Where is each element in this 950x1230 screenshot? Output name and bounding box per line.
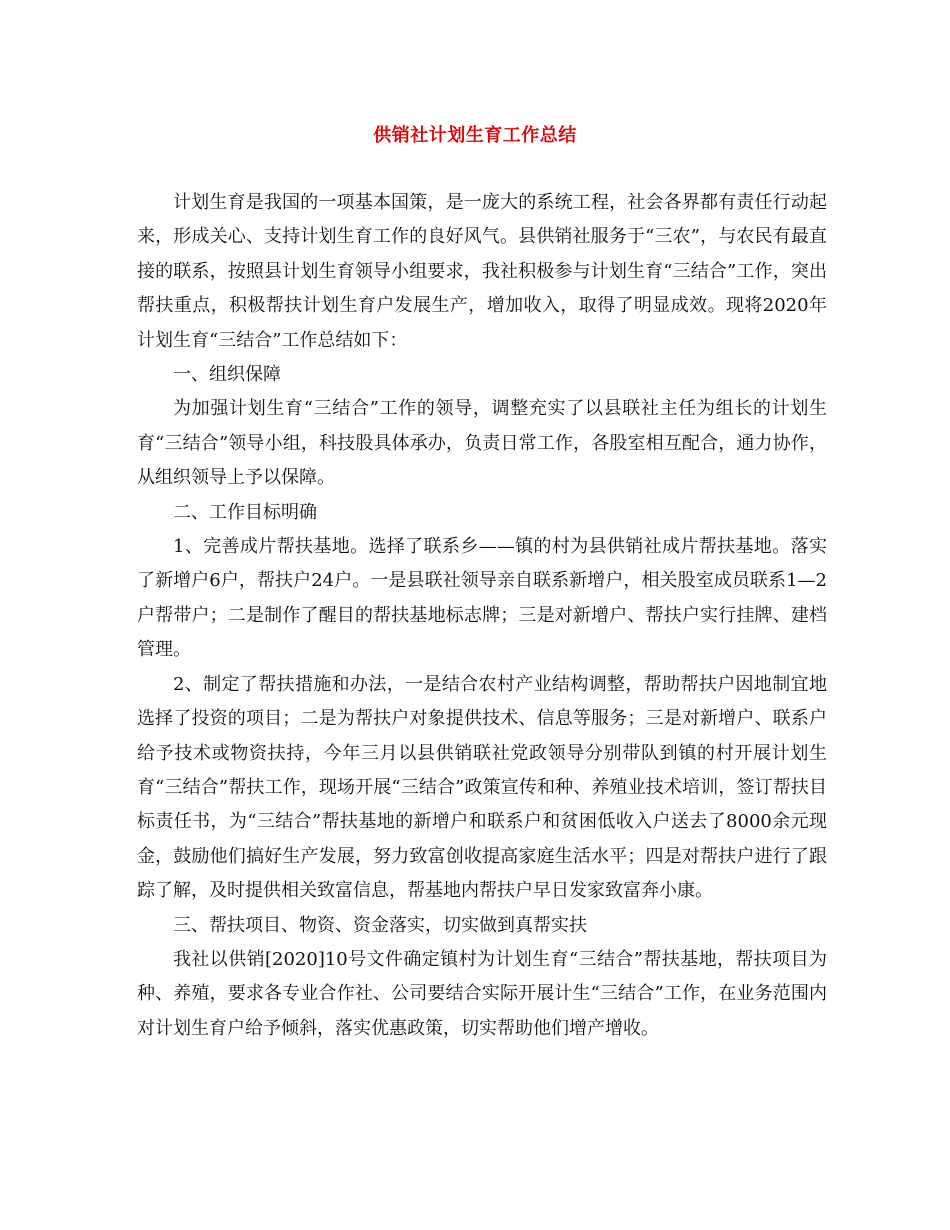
- paragraph-goal-1: 1、完善成片帮扶基地。选择了联系乡——镇的村为县供销社成片帮扶基地。落实了新增户6户，帮扶户24户。一是县联社领导亲自联系新增户，相关股室成员联系1—2户帮带户；二是制作了醒目的帮扶基地标志牌；三是对新增户、帮扶户实行挂牌、建档管理。: [137, 536, 827, 661]
- document-body: [137, 186, 827, 1046]
- section-heading-goals: 二、工作目标明确: [173, 501, 317, 523]
- section-heading-organization: 一、组织保障: [173, 364, 281, 386]
- paragraph-goal-2: 2、制定了帮扶措施和办法，一是结合农村产业结构调整，帮助帮扶户因地制宜地选择了投资的项目；二是为帮扶户对象提供技术、信息等服务；三是对新增户、联系户给予技术或物资扶持，今年三月以县供销联社党政领导分别带队到镇的村开展计划生育“三结合”帮扶工作，现场开展“三结合”政策宣传和种、养殖业技术培训，签订帮扶目标责任书，为“三结合”帮扶基地的新增户和联系户和贫困低收入户送去了8000余元现金，鼓励他们搞好生产发展，努力致富创收提高家庭生活水平；四是对帮扶户进行了跟踪了解，及时提供相关致富信息，帮基地内帮扶户早日发家致富奔小康。: [137, 673, 827, 902]
- paragraph-intro: 计划生育是我国的一项基本国策，是一庞大的系统工程，社会各界都有责任行动起来，形成关心、支持计划生育工作的良好风气。县供销社服务于“三农”，与农民有最直接的联系，按照县计划生育领导小组要求，我社积极参与计划生育“三结合”工作，突出帮扶重点，积极帮扶计划生育户发展生产，增加收入，取得了明显成效。现将2020年计划生育“三结合”工作总结如下：: [137, 192, 827, 351]
- document-title: 供销社计划生育工作总结: [373, 125, 577, 146]
- paragraph-organization: 为加强计划生育“三结合”工作的领导，调整充实了以县联社主任为组长的计划生育“三结合”领导小组，科技股具体承办，负责日常工作，各股室相互配合，通力协作，从组织领导上予以保障。: [137, 398, 827, 489]
- section-heading-implementation: 三、帮扶项目、物资、资金落实，切实做到真帮实扶: [173, 914, 587, 936]
- paragraph-implementation: 我社以供销[2020]10号文件确定镇村为计划生育“三结合”帮扶基地，帮扶项目为种、养殖，要求各专业合作社、公司要结合实际开展计生“三结合”工作，在业务范围内对计划生育户给予倾斜，落实优惠政策，切实帮助他们增产增收。: [137, 948, 827, 1039]
